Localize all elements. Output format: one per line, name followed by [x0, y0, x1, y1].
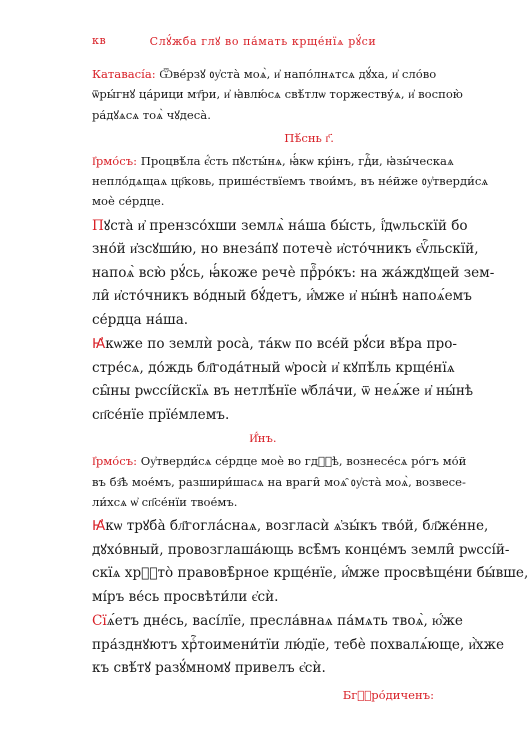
text-line: пра́зднꙋютъ хрⷭ҇тоимени́тїи лю́дїе, тебѐ похвалѧ́юще, и҆̀хже [92, 636, 505, 653]
troparion [92, 215, 495, 333]
text-line: Ꙗ҆кѡ трꙋба̀ бл҃гогла́снаѧ, возгласѝ ѧ҆зы́къ тво́й, бл҃же́нне, [92, 518, 489, 535]
text-line: зно́й и҆зсꙋши́ю, но внеза́пꙋ потечѐ и҆сто́чникъ є҆ѵⷢ҇льскїй, [92, 241, 479, 258]
text-line: мі́ръ ве́сь просвѣти́ли є҆сѝ. [92, 588, 279, 605]
running-title: Слꙋ́жба глꙋ во па́мать крще́нїѧ рꙋ́си [149, 35, 377, 48]
troparion [92, 610, 505, 681]
text-line: сы̑ны рѡссі́йскїѧ въ нетлѣ́нїе ѡ҆бла́чи, ѿ неѧ́же и҆ ны́нѣ [92, 383, 474, 400]
text-line: ли́хсѧ ѡ҆ сп҃се́нїи твое́мъ. [92, 494, 238, 509]
text-line: Ꙗ҆кѡже по землѝ роса̀, та́кѡ по все́й рꙋ́си вѣ́ра про- [92, 336, 458, 353]
irmos-label: І҆рмо́съ: [92, 454, 138, 469]
irmos-label: І҆рмо́съ: [92, 153, 138, 168]
text-line: моѐ се́рдце. [92, 194, 165, 209]
drop-initial: Ꙗ҆ [92, 518, 106, 535]
text-line: стре́сѧ, до́ждь бл҃года́тный ѡ҆росѝ и҆ кꙋпѣ́ль крще́нїѧ [92, 359, 455, 376]
text-line: ѿры́гнꙋ ца́рици мт҃ри, и҆ ꙗ҆влю́сѧ свѣ́тлѡ торжеству́ѧ, и҆ воспою̀ [92, 87, 463, 102]
text-body [92, 64, 528, 705]
text-line: Сїѧ́етъ дне́сь, васі́лїе, пресла́внаѧ па́мѧть твоѧ̀, ю҆́же [92, 613, 463, 630]
text-line: Катавасі́а: Ѿве́рзꙋ ᲂу҆ста̀ моѧ̀, и҆ напо́лнѧтсѧ дꙋ́ха, и҆ сло́во [92, 67, 437, 81]
running-head [92, 34, 434, 52]
text-line: къ свѣ́тꙋ разꙋ́мномꙋ привелъ є҆сѝ. [92, 660, 326, 677]
katavasia-label: Катавасі́а: [92, 67, 156, 81]
text-line: сп҃се́нїе прїе́млемъ. [92, 406, 230, 423]
text-line: ра́дꙋѧсѧ тоѧ̀ чꙋдеса̀. [92, 107, 211, 122]
text-line: І҆рмо́съ: Процвѣ́ла є҆́сть пꙋсты́нѧ, ꙗ҆́кѡ кр́інъ, гдⷭ҇и, ꙗ҆зы́ческаѧ [92, 153, 454, 168]
ode-heading: Пѣ́снь г҃. [284, 130, 334, 145]
theotokion-heading: Бгⷪ҇ро́диченъ: [342, 687, 434, 702]
page-number: кв [92, 34, 107, 47]
irmos [92, 451, 467, 512]
text-line: непло́дѧщаѧ цр҃ковь, прише́ствїемъ твои́мъ, въ не́йже ᲂу҆тверди́сѧ [92, 174, 489, 189]
other-heading: И҆́нъ. [249, 431, 277, 446]
text-line: дꙋхо́вный, провозглаша́ющь всѣ̑мъ конце́мъ земли̑ рѡссі́й- [92, 541, 510, 558]
irmos [92, 151, 489, 212]
text-line: въ бз҃ѣ мое́мъ, разшири́шасѧ на враги̑ моѧ̑ ᲂу҆ста̀ моѧ̀, возвесе- [92, 474, 466, 489]
text-line: се́рдца на́ша. [92, 311, 189, 328]
drop-initial: Сї [92, 613, 107, 630]
text-line: напоѧ̀ всю̀ рꙋ́сь, ꙗ҆́коже речѐ прⷪ҇ро́къ: на жа́ждꙋщей зем- [92, 264, 495, 281]
drop-initial: Ꙗ҆ [92, 336, 106, 353]
text-line: скїѧ хрⷭ҇то̀ правовѣ̑рное крще́нїе, и҆́мже просвѣще́ни бы́вше, [92, 565, 528, 582]
text-line: Пꙋста̀ и҆ прензсо́хши землѧ̀ на́ша бы́сть, і҆́дѡльскїй бо [92, 217, 468, 234]
troparion [92, 333, 474, 427]
text-line: І҆рмо́съ: Оу҆тверди́сѧ се́рдце моѐ во гдⷭ҇ѣ, вознесе́сѧ ро́гъ мо́й [92, 454, 467, 469]
troparion [92, 515, 528, 609]
text-line: ли̑ и҆сто́чникъ во́дный бꙋ́детъ, и҆́мже и҆ ны́нѣ напоѧ́емъ [92, 288, 472, 305]
katavasia [92, 64, 463, 125]
drop-initial: П [92, 217, 104, 234]
